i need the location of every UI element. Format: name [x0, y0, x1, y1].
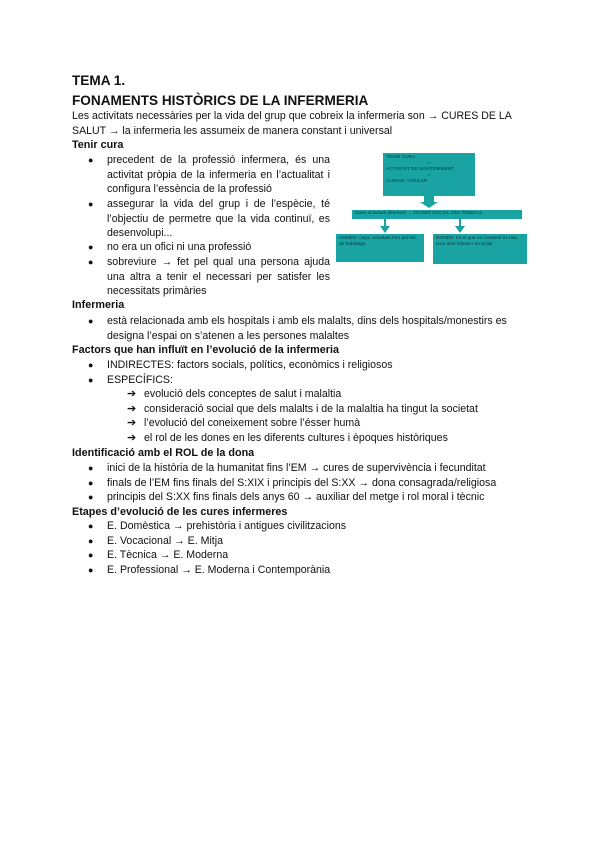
diagram-right-box: DONES: tot el que es mantenir la vida, cura dels infants i de la llar: [433, 234, 527, 264]
diagram-top-line: =: [427, 161, 431, 166]
arrow-icon: ➔: [127, 388, 137, 400]
bullet-icon: ●: [88, 478, 94, 488]
section-heading-etapes: Etapes d’evolució de les cures infermeres: [72, 506, 288, 518]
bullet-icon: ●: [88, 375, 94, 385]
intro-paragraph: Les activitats necessàries per la vida del grup que cobreix la infermeria son → CURES DE LA SALUT → la infermeria les assumeix de manera constant i universal: [72, 110, 512, 137]
list-item: sobreviure → fet pel qual una persona ajuda una altra a tenir el necessari per satisfer les necessitats primàries: [107, 256, 330, 298]
diagram-top-line: ACTIVITAT DE MANTENIMENT: [386, 167, 455, 172]
list-item: E. Vocacional → E. Mitja: [107, 535, 223, 547]
sub-list-item: l’evolució del coneixement sobre l’ésser humà: [144, 417, 361, 429]
section-heading-rol: Identificació amb el ROL de la dona: [72, 447, 255, 459]
list-item: E. Professional → E. Moderna i Contemporània: [107, 564, 331, 576]
bullet-icon: ●: [88, 257, 94, 267]
arrow-icon: ➔: [127, 432, 137, 444]
arrow-icon: ➔: [127, 417, 137, 429]
list-item: INDIRECTES: factors socials, polítics, econòmics i religiosos: [107, 359, 393, 371]
arrow-icon: ➔: [127, 403, 137, 415]
section-heading-factors: Factors que han influït en l’evolució de la infermeria: [72, 344, 339, 356]
bullet-icon: ●: [88, 492, 94, 502]
bullet-icon: ●: [88, 316, 94, 326]
list-item: principis del S:XX fins finals dels anys 60 → auxiliar del metge i rol moral i tècnic: [107, 491, 485, 503]
list-item: precedent de la professió infermera, és una activitat pròpia de la infermeria en l’actualitat i configura l’essència de la professió: [107, 154, 330, 196]
list-item: assegurar la vida del grup i de l’espècie, té l’objectiu de permetre que la vida continuï, es desenvolupi...: [107, 198, 330, 240]
diagram-top-line: CUIDAR / VIGILAR: [386, 179, 428, 184]
down-arrow-icon: [455, 226, 465, 233]
list-item: finals de l’EM fins finals del S:XIX i principis del S:XX → dona consagrada/religiosa: [107, 477, 497, 489]
list-item: E. Tècnica → E. Moderna: [107, 549, 229, 561]
sub-list-item: consideració social que dels malalts i de la malaltia ha tingut la societat: [144, 403, 478, 415]
title-line-1: TEMA 1.: [72, 73, 126, 88]
list-item: no era un ofici ni una professió: [107, 241, 252, 253]
sub-list-item: el rol de les dones en les diferents cultures i èpoques històriques: [144, 432, 448, 444]
bullet-icon: ●: [88, 521, 94, 531]
down-arrow-icon: [380, 226, 390, 233]
bullet-icon: ●: [88, 242, 94, 252]
sub-list-item: evolució dels conceptes de salut i malaltia: [144, 388, 342, 400]
diagram-top-line: =: [427, 173, 431, 178]
diagram-top-box: [383, 153, 475, 196]
bullet-icon: ●: [88, 550, 94, 560]
bullet-icon: ●: [88, 199, 94, 209]
list-item: inici de la història de la humanitat fins l’EM → cures de supervivència i fecunditat: [107, 462, 486, 474]
list-item: E. Domèstica → prehistòria i antigues civilitzacions: [107, 520, 347, 532]
diagram-middle-box: Dues activitats diferents → DIVISIÓ SOCIAL DEL TREBALL: [352, 210, 522, 219]
bullet-icon: ●: [88, 360, 94, 370]
list-item: està relacionada amb els hospitals i amb els malalts, dins dels hospitals/monestirs es designa l’espai on s’atenen a les persones malaltes: [107, 315, 507, 342]
bullet-icon: ●: [88, 155, 94, 165]
bullet-icon: ●: [88, 536, 94, 546]
list-item: ESPECÍFICS:: [107, 374, 173, 386]
down-arrow-icon: [420, 196, 438, 208]
section-heading-infermeria: Infermeria: [72, 299, 125, 311]
section-heading-tenir-cura: Tenir cura: [72, 139, 124, 151]
bullet-icon: ●: [88, 565, 94, 575]
bullet-icon: ●: [88, 463, 94, 473]
diagram-top-line: TENIR CURA: [386, 155, 416, 160]
diagram-left-box: HOMES: caça, activitats fora del lloc de habitatge: [336, 234, 424, 262]
title-line-2: FONAMENTS HISTÒRICS DE LA INFERMERIA: [72, 93, 369, 108]
